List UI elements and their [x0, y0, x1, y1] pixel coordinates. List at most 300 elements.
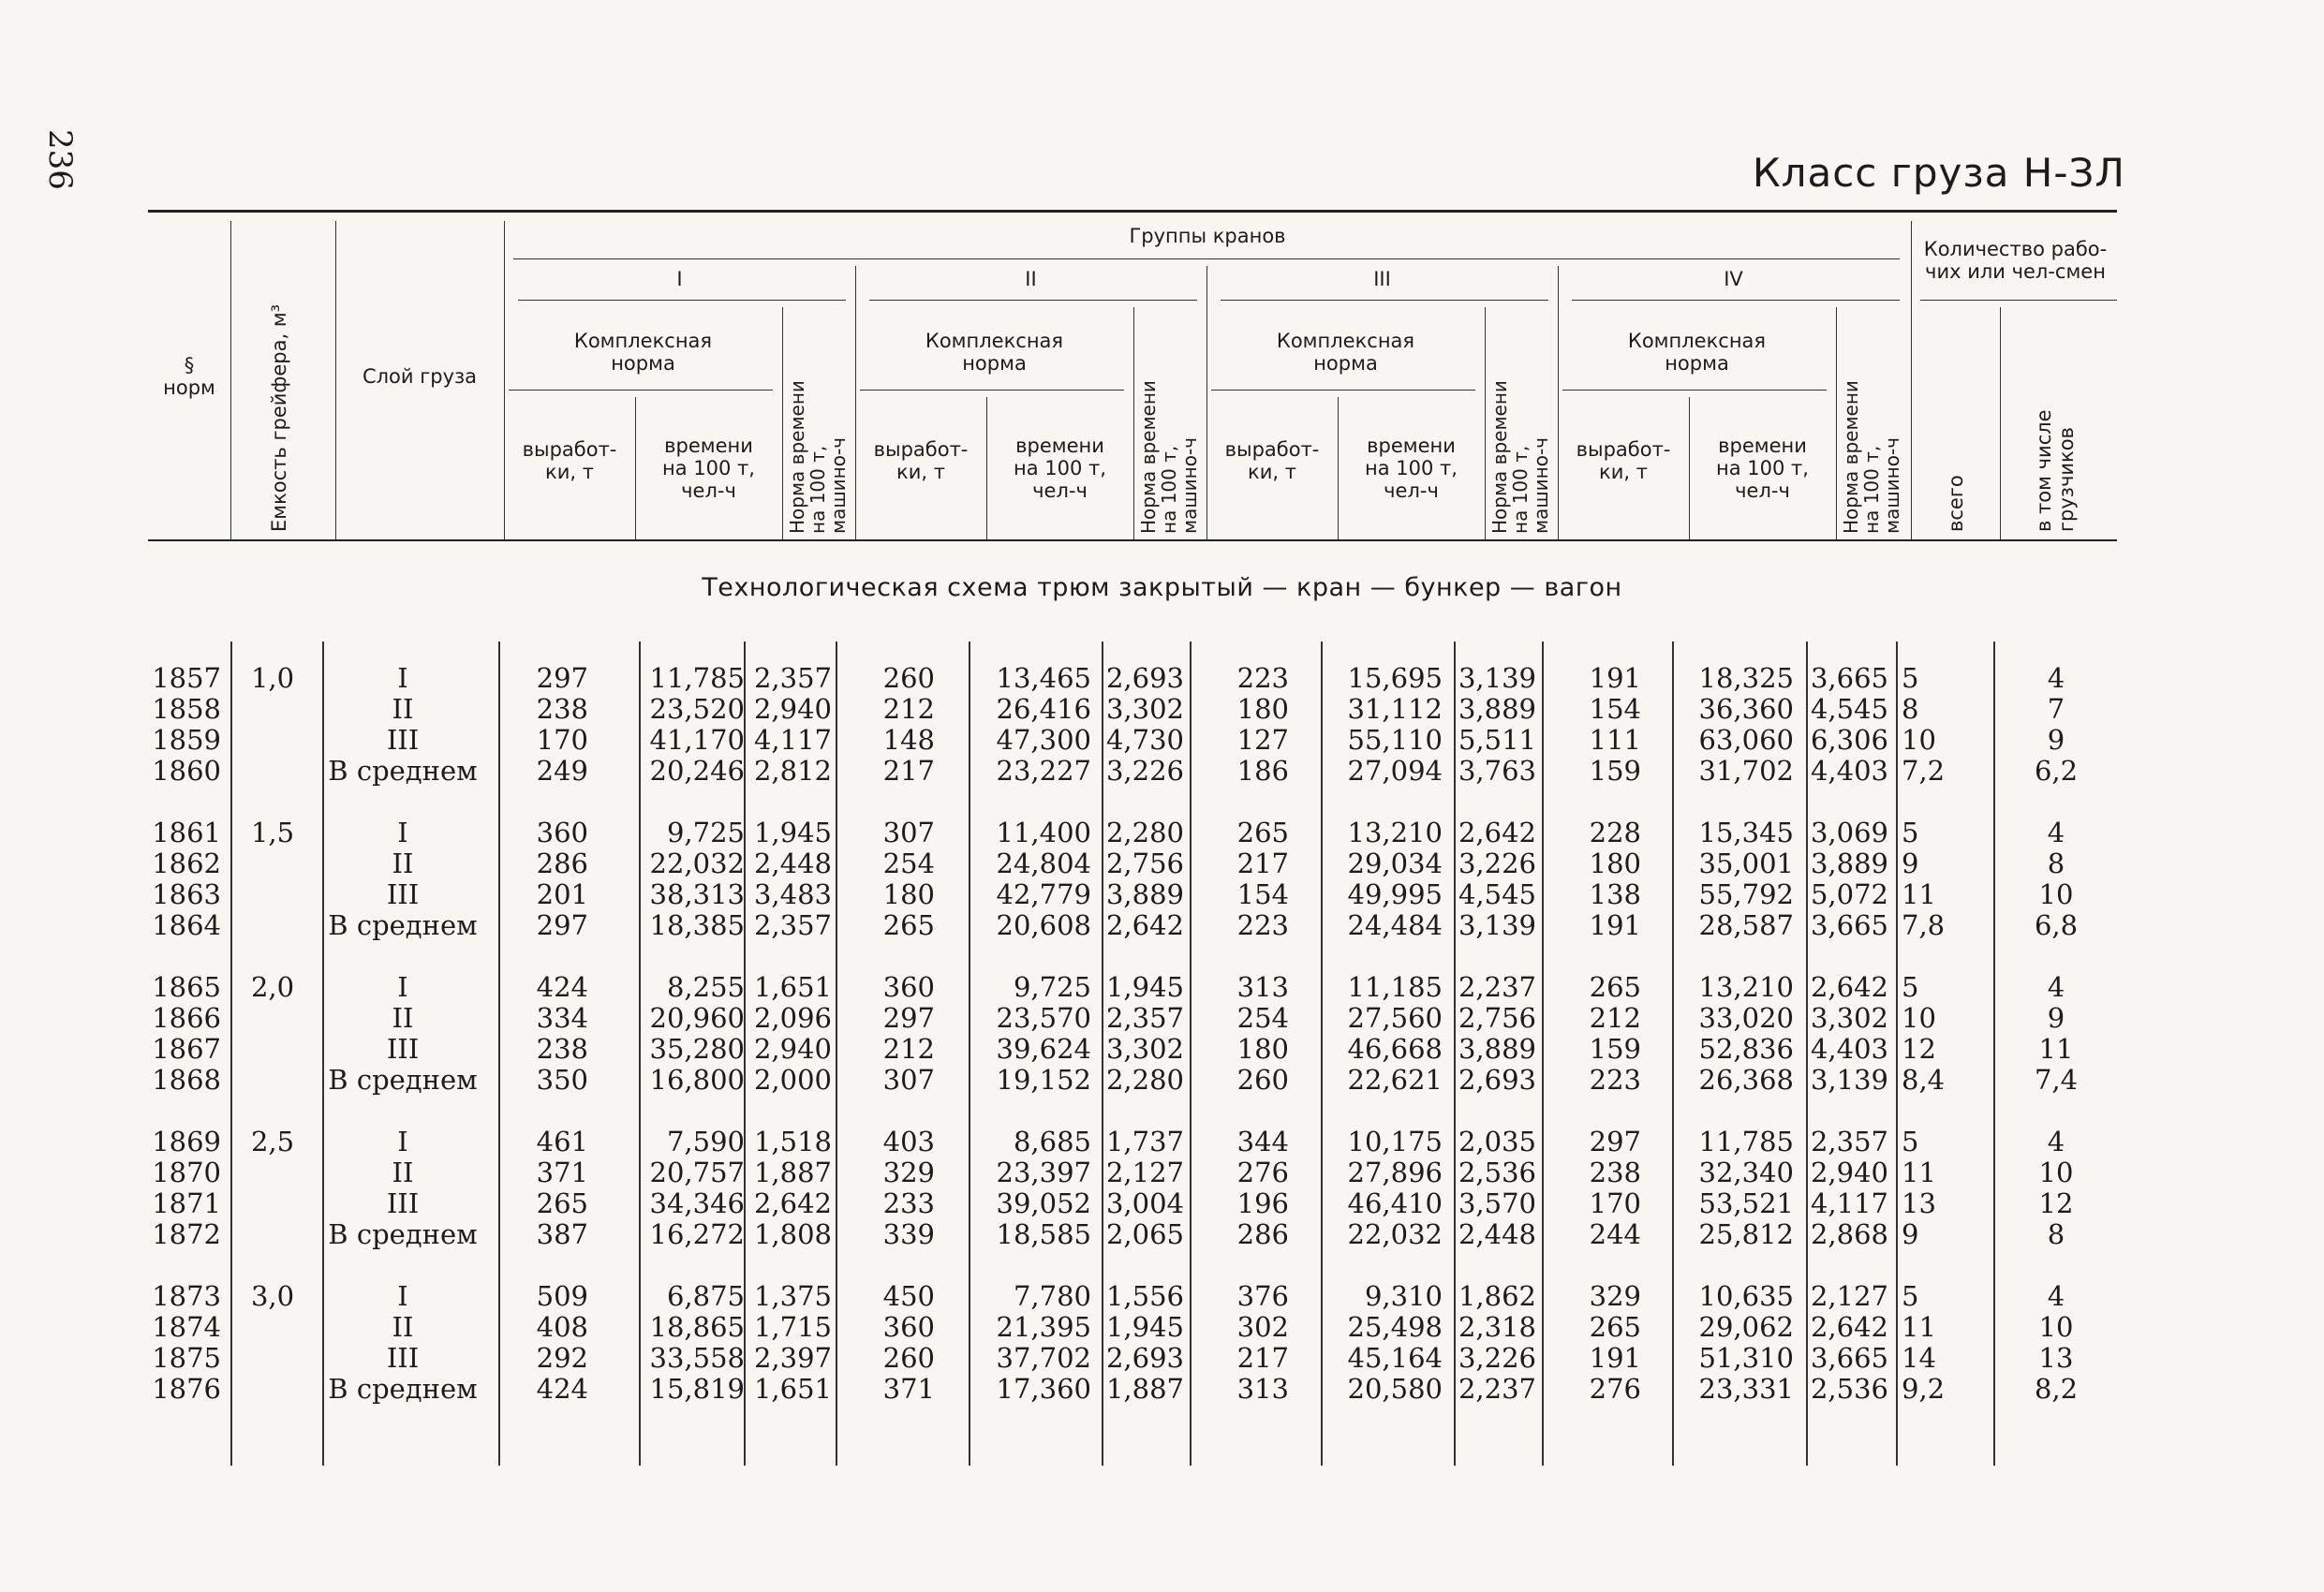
loaders-header: в том числе грузчиков — [2033, 409, 2078, 532]
g2-value-cell: 39,624 — [996, 1033, 1091, 1065]
g1-value-cell: 2,357 — [753, 662, 832, 694]
g1-value-cell: 408 — [536, 1311, 588, 1343]
workers-total-cell: 9 — [1902, 1218, 1919, 1250]
g2-value-cell: 3,302 — [1105, 693, 1184, 725]
workers-total-cell: 11 — [1902, 878, 1936, 910]
g2-value-cell: 148 — [882, 724, 935, 756]
g1-value-cell: 1,651 — [753, 1373, 832, 1405]
norm-number-cell: 1874 — [152, 1311, 221, 1343]
g1-value-cell: 1,518 — [753, 1126, 832, 1157]
norm-number-cell: 1858 — [152, 693, 221, 725]
g3-value-cell: 2,237 — [1458, 971, 1536, 1003]
loaders-cell: 11 — [2038, 1033, 2074, 1065]
g1-value-cell: 2,812 — [753, 755, 832, 787]
g4-value-cell: 265 — [1589, 1311, 1641, 1343]
g4-value-cell: 51,310 — [1698, 1342, 1794, 1374]
g1-value-cell: 286 — [536, 848, 588, 879]
group-ii-header: II — [1025, 268, 1037, 290]
column-rule — [1190, 641, 1192, 1466]
g1-value-cell: 2,940 — [753, 693, 832, 725]
g2-value-cell: 254 — [882, 848, 935, 879]
g3-value-cell: 25,498 — [1347, 1311, 1443, 1343]
g1-value-cell: 41,170 — [649, 724, 745, 756]
page-title: Класс груза Н-ЗЛ — [1752, 150, 2125, 196]
g1-value-cell: 18,385 — [649, 909, 745, 941]
g4-value-cell: 2,127 — [1810, 1280, 1888, 1312]
cargo-layer-cell: В среднем — [328, 909, 478, 941]
cargo-layer-cell: I — [397, 817, 408, 848]
scheme-title: Технологическая схема трюм закрытый — кран — бункер — вагон — [702, 573, 1622, 602]
workers-total-cell: 5 — [1902, 971, 1919, 1003]
g4-value-cell: 3,665 — [1810, 1342, 1888, 1374]
g4-value-cell: 29,062 — [1698, 1311, 1794, 1343]
g2-value-cell: 217 — [882, 755, 935, 787]
g2-value-cell: 212 — [882, 1033, 935, 1065]
g1-value-cell: 22,032 — [649, 848, 745, 879]
g2-value-cell: 2,693 — [1105, 662, 1184, 694]
column-rule — [1321, 641, 1323, 1466]
g2-value-cell: 297 — [882, 1002, 935, 1034]
g4-value-cell: 5,072 — [1810, 878, 1888, 910]
g2-value-cell: 2,756 — [1105, 848, 1184, 879]
table-header — [148, 214, 2117, 539]
g3-value-cell: 180 — [1236, 693, 1289, 725]
g3-value-cell: 127 — [1236, 724, 1289, 756]
g3-value-cell: 265 — [1236, 817, 1289, 848]
g1-value-cell: 2,397 — [753, 1342, 832, 1374]
g2-value-cell: 20,608 — [996, 909, 1091, 941]
g3-value-cell: 313 — [1236, 1373, 1289, 1405]
g2-value-cell: 4,730 — [1105, 724, 1184, 756]
workers-total-cell: 5 — [1902, 817, 1919, 848]
g1-value-cell: 4,117 — [753, 724, 832, 756]
workers-total-cell: 11 — [1902, 1157, 1936, 1188]
g3-value-cell: 254 — [1236, 1002, 1289, 1034]
g1-value-cell: 1,375 — [753, 1280, 832, 1312]
g1-value-cell: 387 — [536, 1218, 588, 1250]
workers-total-cell: 9,2 — [1902, 1373, 1946, 1405]
g2-value-cell: 360 — [882, 971, 935, 1003]
g4-value-cell: 4,117 — [1810, 1187, 1888, 1219]
g4-value-cell: 4,545 — [1810, 693, 1888, 725]
g4-value-cell: 63,060 — [1698, 724, 1794, 756]
cargo-layer-cell: I — [397, 1126, 408, 1157]
g2-value-cell: 2,065 — [1105, 1218, 1184, 1250]
machine-time-header: Норма времени на 100 т, машино-ч — [1137, 380, 1201, 534]
g1-value-cell: 424 — [536, 971, 588, 1003]
g4-value-cell: 4,403 — [1810, 1033, 1888, 1065]
g2-value-cell: 2,127 — [1105, 1157, 1184, 1188]
g1-value-cell: 461 — [536, 1126, 588, 1157]
loaders-cell: 8,2 — [2034, 1373, 2079, 1405]
workers-total-cell: 13 — [1902, 1187, 1936, 1219]
g3-value-cell: 3,889 — [1458, 1033, 1536, 1065]
g1-value-cell: 23,520 — [649, 693, 745, 725]
column-rule — [498, 641, 500, 1466]
norm-number-cell: 1866 — [152, 1002, 221, 1034]
g4-value-cell: 32,340 — [1698, 1157, 1794, 1188]
g1-value-cell: 2,448 — [753, 848, 832, 879]
g4-value-cell: 191 — [1589, 1342, 1641, 1374]
workers-total-cell: 9 — [1902, 848, 1919, 879]
g1-value-cell: 35,280 — [649, 1033, 745, 1065]
g2-value-cell: 42,779 — [996, 878, 1091, 910]
loaders-cell: 4 — [2047, 817, 2065, 848]
grab-capacity-cell: 2,5 — [250, 1126, 295, 1157]
loaders-cell: 8 — [2047, 1218, 2065, 1250]
g3-value-cell: 186 — [1236, 755, 1289, 787]
g1-value-cell: 16,800 — [649, 1064, 745, 1096]
g4-value-cell: 159 — [1589, 755, 1641, 787]
g2-value-cell: 23,397 — [996, 1157, 1091, 1188]
g2-value-cell: 1,945 — [1105, 1311, 1184, 1343]
g4-value-cell: 52,836 — [1698, 1033, 1794, 1065]
g3-value-cell: 276 — [1236, 1157, 1289, 1188]
g1-value-cell: 1,651 — [753, 971, 832, 1003]
g4-value-cell: 2,642 — [1810, 971, 1888, 1003]
loaders-cell: 4 — [2047, 662, 2065, 694]
complex-norm-header: Комплексная норма — [1276, 330, 1415, 375]
g4-value-cell: 159 — [1589, 1033, 1641, 1065]
g3-value-cell: 1,862 — [1458, 1280, 1536, 1312]
column-rule — [1993, 641, 1995, 1466]
g3-value-cell: 4,545 — [1458, 878, 1536, 910]
g4-value-cell: 329 — [1589, 1280, 1641, 1312]
cargo-layer-cell: III — [386, 878, 420, 910]
g2-value-cell: 8,685 — [1013, 1126, 1091, 1157]
g2-value-cell: 450 — [882, 1280, 935, 1312]
g4-value-cell: 154 — [1589, 693, 1641, 725]
g1-value-cell: 7,590 — [666, 1126, 745, 1157]
g4-value-cell: 31,702 — [1698, 755, 1794, 787]
g4-value-cell: 2,940 — [1810, 1157, 1888, 1188]
g4-value-cell: 212 — [1589, 1002, 1641, 1034]
loaders-cell: 13 — [2038, 1342, 2074, 1374]
g4-value-cell: 180 — [1589, 848, 1641, 879]
machine-time-header: Норма времени на 100 т, машино-ч — [786, 380, 850, 534]
column-rule — [1542, 641, 1544, 1466]
workers-total-cell: 5 — [1902, 1126, 1919, 1157]
output-header: выработ- ки, т — [522, 438, 617, 483]
g2-value-cell: 7,780 — [1013, 1280, 1091, 1312]
g4-value-cell: 23,331 — [1698, 1373, 1794, 1405]
g2-value-cell: 260 — [882, 662, 935, 694]
g4-value-cell: 36,360 — [1698, 693, 1794, 725]
cargo-layer-cell: В среднем — [328, 755, 478, 787]
workers-total-cell: 7,8 — [1902, 909, 1946, 941]
g4-value-cell: 26,368 — [1698, 1064, 1794, 1096]
g2-value-cell: 21,395 — [996, 1311, 1091, 1343]
g1-value-cell: 1,808 — [753, 1218, 832, 1250]
norm-number-cell: 1873 — [152, 1280, 221, 1312]
norm-number-cell: 1857 — [152, 662, 221, 694]
norm-number-cell: 1870 — [152, 1157, 221, 1188]
g4-value-cell: 238 — [1589, 1157, 1641, 1188]
g1-value-cell: 2,642 — [753, 1187, 832, 1219]
g1-value-cell: 15,819 — [649, 1373, 745, 1405]
g2-value-cell: 1,887 — [1105, 1373, 1184, 1405]
g3-value-cell: 29,034 — [1347, 848, 1443, 879]
g4-value-cell: 223 — [1589, 1064, 1641, 1096]
g3-value-cell: 2,693 — [1458, 1064, 1536, 1096]
g2-value-cell: 23,570 — [996, 1002, 1091, 1034]
loaders-cell: 7 — [2047, 693, 2065, 725]
g2-value-cell: 18,585 — [996, 1218, 1091, 1250]
g4-value-cell: 6,306 — [1810, 724, 1888, 756]
g4-value-cell: 15,345 — [1698, 817, 1794, 848]
cargo-layer-cell: II — [392, 1157, 414, 1188]
g2-value-cell: 13,465 — [996, 662, 1091, 694]
g3-value-cell: 3,226 — [1458, 848, 1536, 879]
g4-value-cell: 13,210 — [1698, 971, 1794, 1003]
time-header: времени на 100 т, чел-ч — [1716, 435, 1809, 502]
loaders-cell: 6,2 — [2034, 755, 2079, 787]
cargo-layer-cell: III — [386, 724, 420, 756]
g1-value-cell: 170 — [536, 724, 588, 756]
time-header: времени на 100 т, чел-ч — [1365, 435, 1458, 502]
g4-value-cell: 170 — [1589, 1187, 1641, 1219]
g1-value-cell: 1,715 — [753, 1311, 832, 1343]
loaders-cell: 9 — [2047, 724, 2065, 756]
g1-value-cell: 20,960 — [649, 1002, 745, 1034]
g1-value-cell: 2,096 — [753, 1002, 832, 1034]
norm-number-cell: 1860 — [152, 755, 221, 787]
g3-value-cell: 45,164 — [1347, 1342, 1443, 1374]
g2-value-cell: 212 — [882, 693, 935, 725]
workers-total-cell: 7,2 — [1902, 755, 1946, 787]
g4-value-cell: 244 — [1589, 1218, 1641, 1250]
g1-value-cell: 297 — [536, 909, 588, 941]
workers-total-cell: 10 — [1902, 724, 1936, 756]
cargo-layer-cell: II — [392, 1002, 414, 1034]
g1-value-cell: 509 — [536, 1280, 588, 1312]
g2-value-cell: 26,416 — [996, 693, 1091, 725]
g3-value-cell: 22,032 — [1347, 1218, 1443, 1250]
g3-value-cell: 46,410 — [1347, 1187, 1443, 1219]
cargo-layer-cell: I — [397, 1280, 408, 1312]
cargo-layer-cell: III — [386, 1187, 420, 1219]
g1-value-cell: 2,940 — [753, 1033, 832, 1065]
loaders-cell: 10 — [2038, 1311, 2074, 1343]
g3-value-cell: 27,094 — [1347, 755, 1443, 787]
g3-value-cell: 154 — [1236, 878, 1289, 910]
norm-number-cell: 1871 — [152, 1187, 221, 1219]
loaders-cell: 4 — [2047, 1126, 2065, 1157]
g3-value-cell: 3,139 — [1458, 909, 1536, 941]
g1-value-cell: 297 — [536, 662, 588, 694]
norm-column-header: § норм — [163, 354, 215, 399]
g3-value-cell: 31,112 — [1347, 693, 1443, 725]
g2-value-cell: 24,804 — [996, 848, 1091, 879]
g4-value-cell: 3,139 — [1810, 1064, 1888, 1096]
loaders-cell: 6,8 — [2034, 909, 2079, 941]
g1-value-cell: 238 — [536, 693, 588, 725]
g3-value-cell: 3,139 — [1458, 662, 1536, 694]
g3-value-cell: 302 — [1236, 1311, 1289, 1343]
g4-value-cell: 138 — [1589, 878, 1641, 910]
workers-total-cell: 14 — [1902, 1342, 1936, 1374]
g2-value-cell: 11,400 — [996, 817, 1091, 848]
complex-norm-header: Комплексная норма — [1627, 330, 1767, 375]
g3-value-cell: 2,756 — [1458, 1002, 1536, 1034]
g2-value-cell: 307 — [882, 1064, 935, 1096]
g3-value-cell: 2,448 — [1458, 1218, 1536, 1250]
g3-value-cell: 3,570 — [1458, 1187, 1536, 1219]
g2-value-cell: 329 — [882, 1157, 935, 1188]
g3-value-cell: 13,210 — [1347, 817, 1443, 848]
loaders-cell: 9 — [2047, 1002, 2065, 1034]
g1-value-cell: 11,785 — [649, 662, 745, 694]
g1-value-cell: 20,246 — [649, 755, 745, 787]
grab-capacity-header: Емкость грейфера, м³ — [268, 303, 290, 532]
g2-value-cell: 2,357 — [1105, 1002, 1184, 1034]
g3-value-cell: 180 — [1236, 1033, 1289, 1065]
column-rule — [1896, 641, 1898, 1466]
g2-value-cell: 17,360 — [996, 1373, 1091, 1405]
g3-value-cell: 27,560 — [1347, 1002, 1443, 1034]
g3-value-cell: 49,995 — [1347, 878, 1443, 910]
g3-value-cell: 46,668 — [1347, 1033, 1443, 1065]
g3-value-cell: 2,536 — [1458, 1157, 1536, 1188]
cargo-layer-cell: II — [392, 848, 414, 879]
output-header: выработ- ки, т — [873, 438, 969, 483]
g3-value-cell: 2,642 — [1458, 817, 1536, 848]
norm-number-cell: 1868 — [152, 1064, 221, 1096]
grab-capacity-cell: 3,0 — [250, 1280, 295, 1312]
cargo-layer-cell: II — [392, 693, 414, 725]
g2-value-cell: 47,300 — [996, 724, 1091, 756]
g4-value-cell: 25,812 — [1698, 1218, 1794, 1250]
g3-value-cell: 217 — [1236, 1342, 1289, 1374]
g2-value-cell: 233 — [882, 1187, 935, 1219]
g2-value-cell: 19,152 — [996, 1064, 1091, 1096]
complex-norm-header: Комплексная норма — [573, 330, 713, 375]
cargo-layer-header: Слой груза — [362, 365, 478, 388]
g1-value-cell: 8,255 — [666, 971, 745, 1003]
norm-number-cell: 1872 — [152, 1218, 221, 1250]
group-iii-header: III — [1373, 268, 1391, 290]
g4-value-cell: 3,069 — [1810, 817, 1888, 848]
cargo-layer-cell: I — [397, 971, 408, 1003]
norm-number-cell: 1869 — [152, 1126, 221, 1157]
norm-number-cell: 1863 — [152, 878, 221, 910]
g2-value-cell: 360 — [882, 1311, 935, 1343]
g3-value-cell: 313 — [1236, 971, 1289, 1003]
workers-total-cell: 8,4 — [1902, 1064, 1946, 1096]
g2-value-cell: 2,280 — [1105, 1064, 1184, 1096]
g4-value-cell: 55,792 — [1698, 878, 1794, 910]
g1-value-cell: 6,875 — [666, 1280, 745, 1312]
g1-value-cell: 16,272 — [649, 1218, 745, 1250]
g4-value-cell: 53,521 — [1698, 1187, 1794, 1219]
loaders-cell: 4 — [2047, 1280, 2065, 1312]
g1-value-cell: 2,357 — [753, 909, 832, 941]
grab-capacity-cell: 2,0 — [250, 971, 295, 1003]
g2-value-cell: 339 — [882, 1218, 935, 1250]
g1-value-cell: 334 — [536, 1002, 588, 1034]
loaders-cell: 7,4 — [2034, 1064, 2079, 1096]
norm-number-cell: 1876 — [152, 1373, 221, 1405]
workers-total-cell: 5 — [1902, 1280, 1919, 1312]
g3-value-cell: 20,580 — [1347, 1373, 1443, 1405]
g2-value-cell: 403 — [882, 1126, 935, 1157]
column-rule — [969, 641, 970, 1466]
time-header: времени на 100 т, чел-ч — [1014, 435, 1106, 502]
output-header: выработ- ки, т — [1576, 438, 1671, 483]
g4-value-cell: 2,357 — [1810, 1126, 1888, 1157]
g1-value-cell: 249 — [536, 755, 588, 787]
loaders-cell: 4 — [2047, 971, 2065, 1003]
column-rule — [1672, 641, 1674, 1466]
g1-value-cell: 2,000 — [753, 1064, 832, 1096]
norm-number-cell: 1859 — [152, 724, 221, 756]
g2-value-cell: 1,945 — [1105, 971, 1184, 1003]
g2-value-cell: 3,004 — [1105, 1187, 1184, 1219]
g1-value-cell: 34,346 — [649, 1187, 745, 1219]
g1-value-cell: 201 — [536, 878, 588, 910]
g4-value-cell: 297 — [1589, 1126, 1641, 1157]
cargo-layer-cell: В среднем — [328, 1064, 478, 1096]
g3-value-cell: 223 — [1236, 662, 1289, 694]
g4-value-cell: 2,642 — [1810, 1311, 1888, 1343]
crane-groups-header: Группы кранов — [1129, 225, 1286, 247]
loaders-cell: 8 — [2047, 848, 2065, 879]
norm-number-cell: 1875 — [152, 1342, 221, 1374]
cargo-layer-cell: В среднем — [328, 1218, 478, 1250]
g1-value-cell: 33,558 — [649, 1342, 745, 1374]
workers-total-cell: 10 — [1902, 1002, 1936, 1034]
workers-header: Количество рабо- чих или чел-смен — [1923, 238, 2108, 283]
column-rule — [322, 641, 324, 1466]
g2-value-cell: 9,725 — [1013, 971, 1091, 1003]
g2-value-cell: 260 — [882, 1342, 935, 1374]
g4-value-cell: 2,536 — [1810, 1373, 1888, 1405]
g3-value-cell: 3,889 — [1458, 693, 1536, 725]
machine-time-header: Норма времени на 100 т, машино-ч — [1840, 380, 1903, 534]
g3-value-cell: 223 — [1236, 909, 1289, 941]
g3-value-cell: 9,310 — [1364, 1280, 1443, 1312]
g1-value-cell: 292 — [536, 1342, 588, 1374]
norm-number-cell: 1861 — [152, 817, 221, 848]
cargo-layer-cell: В среднем — [328, 1373, 478, 1405]
g4-value-cell: 2,868 — [1810, 1218, 1888, 1250]
g1-value-cell: 1,887 — [753, 1157, 832, 1188]
g1-value-cell: 371 — [536, 1157, 588, 1188]
g4-value-cell: 35,001 — [1698, 848, 1794, 879]
g3-value-cell: 22,621 — [1347, 1064, 1443, 1096]
workers-total-cell: 5 — [1902, 662, 1919, 694]
g2-value-cell: 3,889 — [1105, 878, 1184, 910]
norm-number-cell: 1862 — [152, 848, 221, 879]
g2-value-cell: 2,693 — [1105, 1342, 1184, 1374]
g3-value-cell: 217 — [1236, 848, 1289, 879]
workers-total-cell: 11 — [1902, 1311, 1936, 1343]
g1-value-cell: 1,945 — [753, 817, 832, 848]
g1-value-cell: 350 — [536, 1064, 588, 1096]
g2-value-cell: 2,280 — [1105, 817, 1184, 848]
g3-value-cell: 5,511 — [1458, 724, 1536, 756]
norm-number-cell: 1864 — [152, 909, 221, 941]
header-rule — [148, 539, 2117, 541]
complex-norm-header: Комплексная норма — [925, 330, 1064, 375]
g3-value-cell: 55,110 — [1347, 724, 1443, 756]
loaders-cell: 10 — [2038, 1157, 2074, 1188]
g4-value-cell: 191 — [1589, 909, 1641, 941]
cargo-layer-cell: III — [386, 1342, 420, 1374]
g3-value-cell: 344 — [1236, 1126, 1289, 1157]
machine-time-header: Норма времени на 100 т, машино-ч — [1488, 380, 1552, 534]
g3-value-cell: 15,695 — [1347, 662, 1443, 694]
